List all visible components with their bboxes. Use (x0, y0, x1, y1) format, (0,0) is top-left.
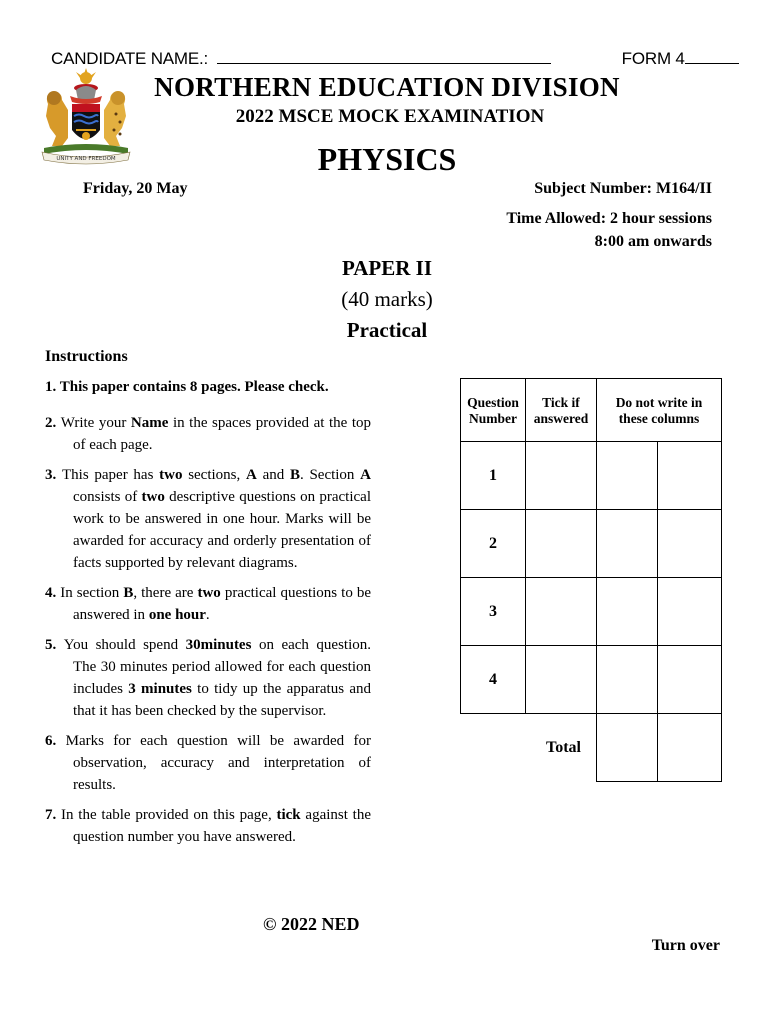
instruction-number: 4. (45, 585, 61, 601)
tick-cell[interactable] (526, 646, 597, 714)
examiner-cell (597, 442, 658, 510)
instruction-item: 3. This paper has two sections, A and B. Section A consists of two descriptive questions on practical work to be answered in one hour. Marks will be awarded for accuracy and orderly presentation of facts supported by relevant diagrams. (45, 467, 372, 571)
instruction-item: 6. Marks for each question will be awarded for observation, accuracy and interpretation of results. (45, 733, 372, 793)
question-number: 3 (461, 578, 526, 646)
instruction-item: 4. In section B, there are two practical questions to be answered in one hour. (45, 585, 372, 623)
total-cell (597, 714, 658, 782)
table-row (461, 578, 722, 646)
instruction-number: 2. (45, 415, 61, 431)
exam-title: 2022 MSCE MOCK EXAMINATION (235, 106, 545, 127)
instruction-number: 6. (45, 733, 66, 749)
answer-tick-table (460, 378, 722, 782)
instruction-number: 1. (45, 379, 60, 395)
instruction-number: 5. (45, 637, 64, 653)
turn-over: Turn over (651, 937, 720, 954)
examiner-cell (658, 646, 722, 714)
exam-date: Friday, 20 May (83, 180, 188, 197)
crest-motto: UNITY AND FREEDOM (56, 156, 116, 162)
start-time: 8:00 am onwards (594, 233, 712, 250)
col-tick-if-answered: Tick if answered (526, 379, 597, 442)
table-row (461, 510, 722, 578)
subject-title: PHYSICS (317, 141, 457, 177)
division-title: NORTHERN EDUCATION DIVISION (154, 72, 620, 102)
tick-cell[interactable] (526, 442, 597, 510)
table-row (461, 442, 722, 510)
tick-cell[interactable] (526, 510, 597, 578)
examiner-cell (658, 510, 722, 578)
examiner-cell (597, 578, 658, 646)
candidate-name-blank[interactable] (217, 47, 551, 64)
instruction-number: 7. (45, 807, 62, 823)
form-label: FORM 4 (621, 49, 685, 68)
examiner-cell (658, 442, 722, 510)
table-row (461, 646, 722, 714)
copyright: © 2022 NED (263, 914, 360, 934)
form-blank[interactable] (685, 47, 739, 64)
col-question-number: Question Number (461, 379, 526, 442)
tick-cell[interactable] (526, 578, 597, 646)
col-do-not-write: Do not write in these columns (597, 379, 722, 442)
total-row (461, 714, 722, 782)
instruction-item: 2. Write your Name in the spaces provided at the top of each page. (45, 415, 371, 453)
examiner-cell (597, 646, 658, 714)
question-number: 1 (461, 442, 526, 510)
total-cell (658, 714, 722, 782)
candidate-name-line (51, 47, 739, 69)
candidate-name-label: CANDIDATE NAME.: (51, 49, 209, 68)
examiner-cell (597, 510, 658, 578)
question-number: 4 (461, 646, 526, 714)
paper-type: Practical (346, 318, 428, 342)
paper-marks: (40 marks) (341, 287, 433, 311)
subject-number: Subject Number: M164/II (534, 180, 712, 197)
instruction-item: 5. You should spend 30minutes on each question. The 30 minutes period allowed for each question includes 3 minutes to tidy up the apparatus and that it has been checked by the supervisor. (45, 637, 371, 719)
instructions-list (45, 376, 371, 848)
total-label: Total (546, 738, 581, 756)
instruction-item: 7. In the table provided on this page, tick against the question number you have answered. (45, 807, 371, 845)
instructions-heading: Instructions (45, 348, 128, 365)
examiner-cell (658, 578, 722, 646)
instruction-item: 1. This paper contains 8 pages. Please check. (45, 379, 329, 395)
instruction-number: 3. (45, 467, 62, 483)
question-number: 2 (461, 510, 526, 578)
time-allowed: Time Allowed: 2 hour sessions (506, 210, 712, 227)
paper-number: PAPER II (341, 256, 433, 280)
